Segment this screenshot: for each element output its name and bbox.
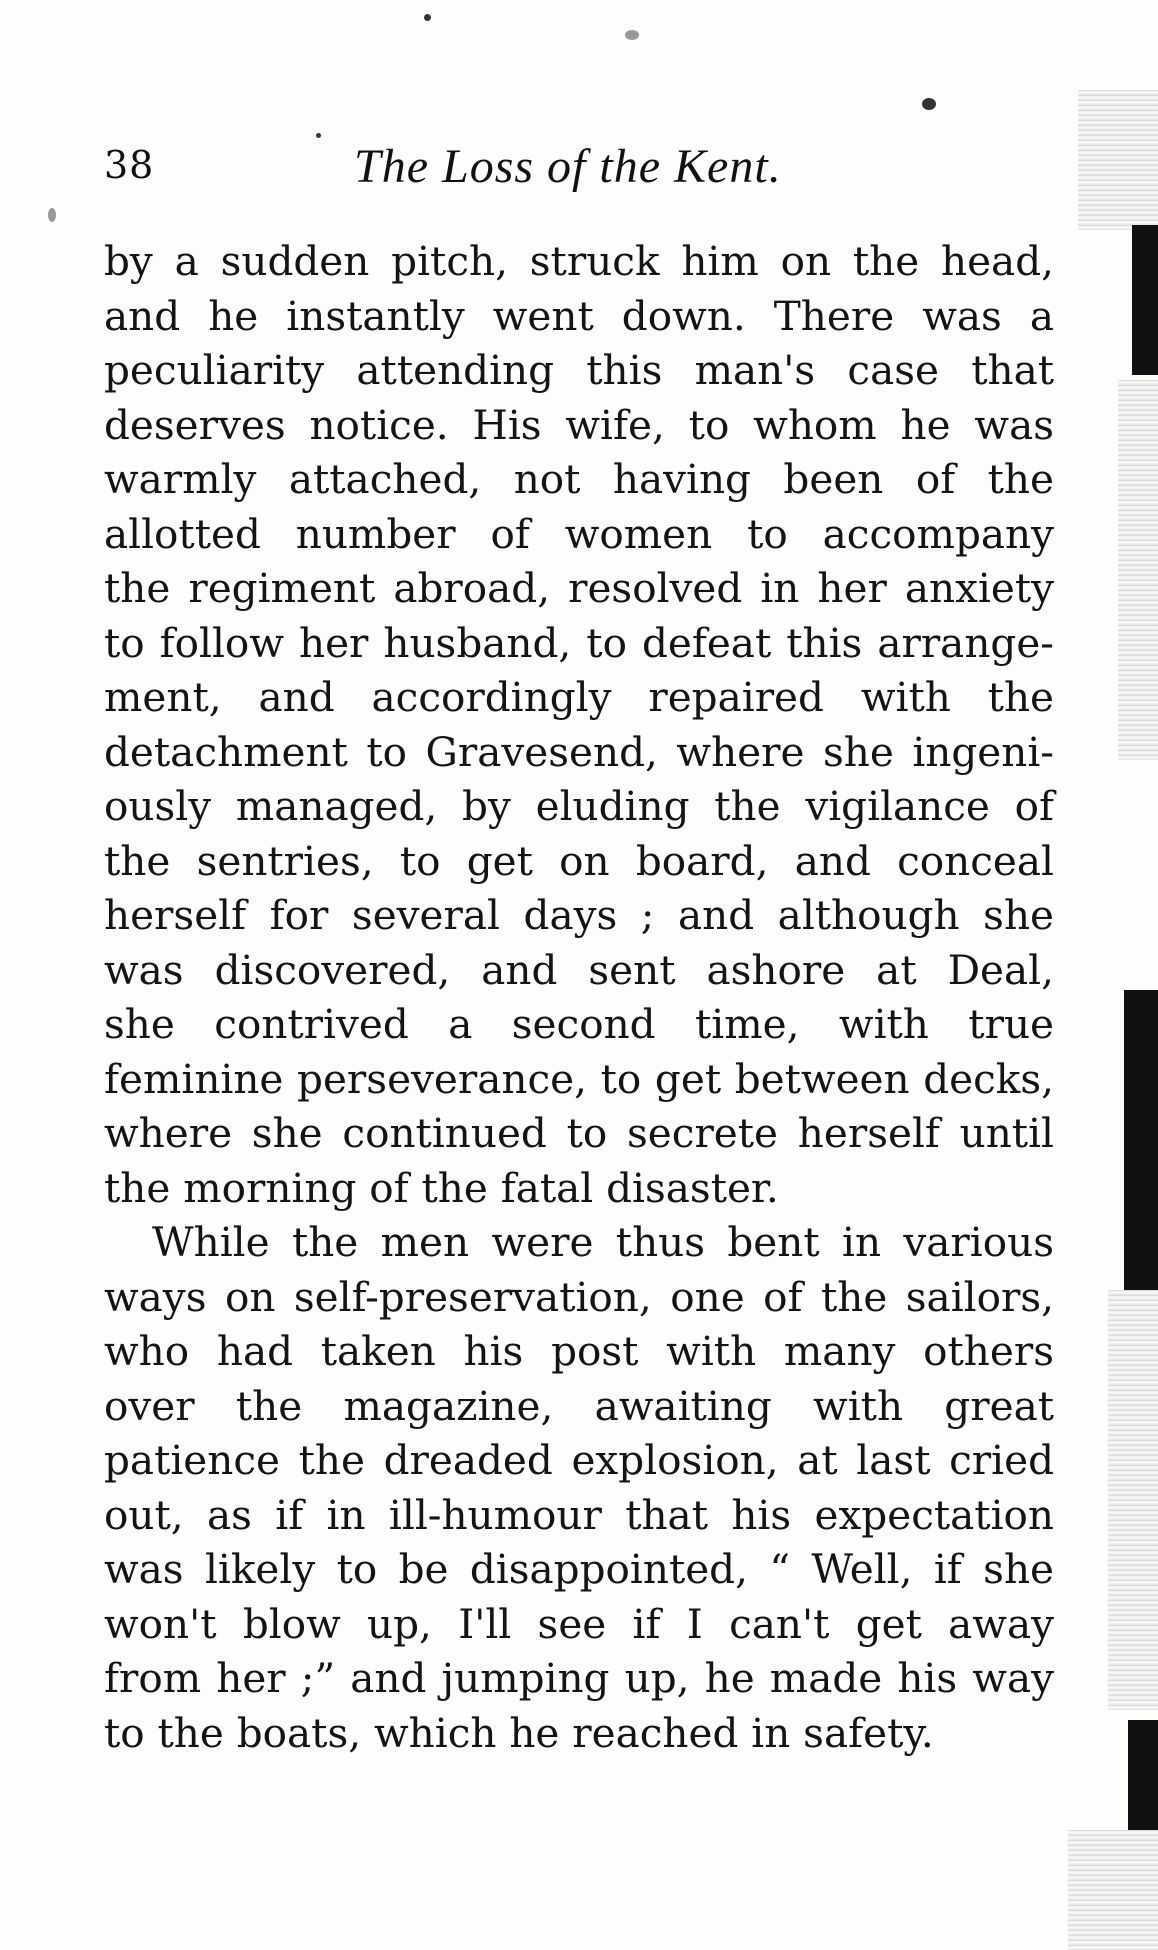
text-line: who had taken his post with many others — [104, 1327, 1054, 1375]
scan-edge-shadow — [1128, 1720, 1158, 1830]
text-line: allotted number of women to accompany — [104, 509, 1054, 558]
text-line: to the boats, which he reached in safety. — [104, 1708, 934, 1757]
text-line: out, as if in ill-humour that his expectation — [104, 1490, 1054, 1539]
scan-artifact — [1118, 380, 1158, 760]
text-line: ment, and accordingly repaired with the — [104, 673, 1054, 721]
scan-artifact — [1068, 1830, 1158, 1950]
text-line: the regiment abroad, resolved in her anxiety — [104, 564, 1054, 612]
text-line: herself for several days ; and although she — [104, 891, 1054, 939]
page-number: 38 — [104, 143, 155, 187]
scan-speck — [424, 14, 431, 21]
scan-speck — [922, 98, 936, 110]
text-line: was discovered, and sent ashore at Deal, — [104, 945, 1054, 994]
text-line: won't blow up, I'll see if I can't get away — [104, 1599, 1054, 1648]
text-line: While the men were thus bent in various — [152, 1218, 1054, 1266]
paragraph — [104, 1215, 1054, 1760]
text-line: the sentries, to get on board, and conceal — [104, 836, 1054, 885]
scan-edge-shadow — [1124, 990, 1158, 1290]
text-line: feminine perseverance, to get between decks, — [104, 1054, 1054, 1103]
text-line: ways on self-preservation, one of the sailors, — [104, 1272, 1054, 1321]
text-line: where she continued to secrete herself until — [104, 1109, 1054, 1157]
scan-speck — [316, 133, 321, 138]
text-line: detachment to Gravesend, where she ingeni- — [104, 727, 1054, 776]
scan-speck — [48, 208, 56, 222]
text-line: from her ;” and jumping up, he made his way — [104, 1654, 1054, 1702]
scan-artifact — [1108, 1290, 1158, 1710]
text-line: peculiarity attending this man's case that — [104, 346, 1054, 394]
text-line: deserves notice. His wife, to whom he was — [104, 400, 1054, 449]
text-line: warmly attached, not having been of the — [104, 455, 1054, 503]
text-line: and he instantly went down. There was a — [104, 291, 1054, 340]
text-line: to follow her husband, to defeat this arrange- — [104, 618, 1054, 667]
running-head — [104, 140, 1104, 203]
text-line: the morning of the fatal disaster. — [104, 1163, 779, 1212]
text-line: by a sudden pitch, struck him on the head, — [104, 237, 1054, 285]
scan-edge-shadow — [1132, 225, 1158, 375]
running-title: The Loss of the Kent. — [354, 140, 782, 193]
text-line: she contrived a second time, with true — [104, 1000, 1054, 1048]
text-line: was likely to be disappointed, “ Well, if she — [104, 1545, 1054, 1593]
text-line: over the magazine, awaiting with great — [104, 1381, 1054, 1430]
body-text — [104, 234, 1054, 1760]
paragraph — [104, 234, 1054, 1215]
text-line: ously managed, by eluding the vigilance of — [104, 782, 1054, 830]
scan-speck — [625, 30, 639, 40]
text-line: patience the dreaded explosion, at last cried — [104, 1436, 1054, 1484]
